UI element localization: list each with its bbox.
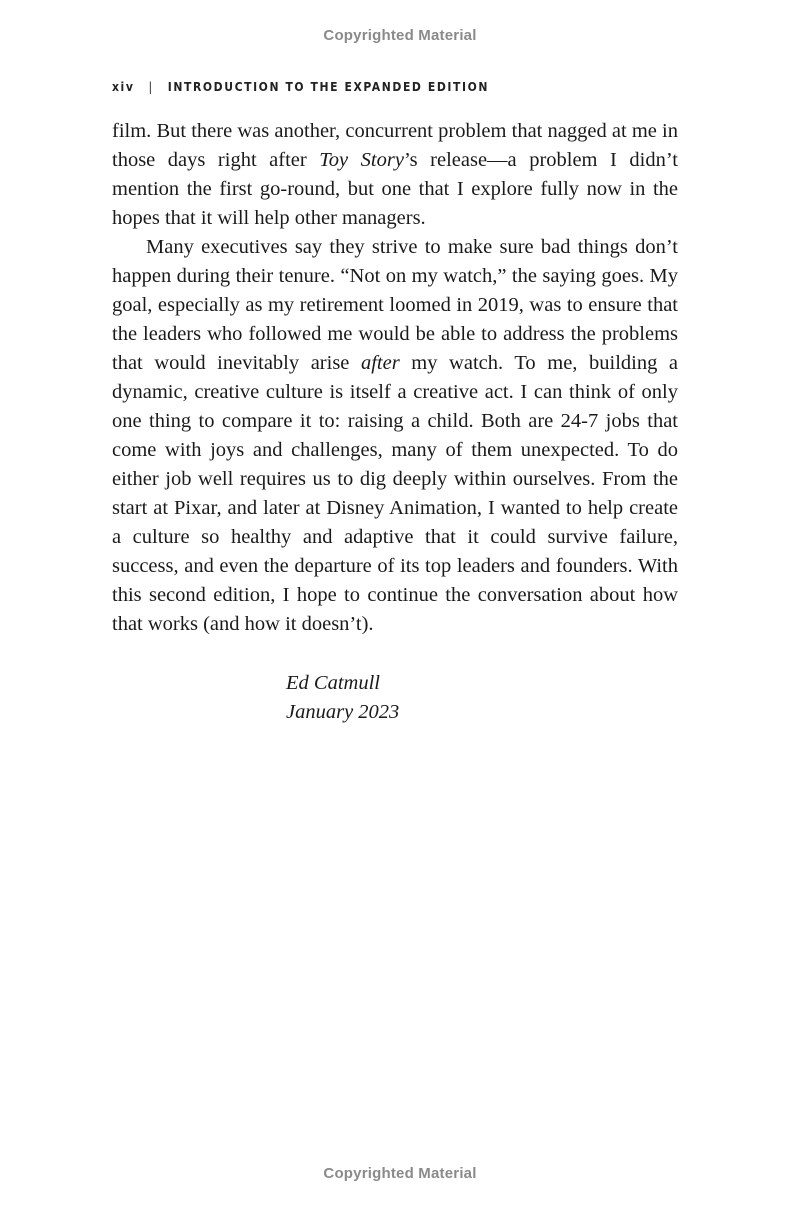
body-text	[112, 117, 678, 639]
paragraph-2	[112, 233, 678, 639]
emphasis-italic: after	[360, 352, 400, 374]
running-head	[112, 80, 489, 94]
paragraph-1	[112, 117, 678, 233]
book-title-italic: Toy Story	[319, 149, 404, 171]
copyright-watermark-bottom: Copyrighted Material	[323, 1165, 477, 1182]
signature-date: January 2023	[286, 701, 400, 723]
running-head-separator: |	[148, 80, 154, 94]
author-name: Ed Catmull	[286, 672, 380, 694]
paragraph-1-text-a: film. But there was another, concurrent problem that nagged at me in those days right after	[112, 120, 678, 171]
copyright-watermark-top: Copyrighted Material	[323, 27, 477, 44]
chapter-title: INTRODUCTION TO THE EXPANDED EDITION	[167, 80, 489, 94]
paragraph-2-text-b: my watch. To me, building a dynamic, creative culture is itself a creative act. I can think of only one thing to compare it to: raising a child. Both are 24-7 jobs that come with joys and challenges, many of them unexpected. To do either job well requires us to dig deeply within ourselves. From the start at Pixar, and later at Disney Animation, I wanted to help create a culture so healthy and adaptive that it could survive failure, success, and even the departure of its top leaders and founders. With this second edition, I hope to continue the conversation about how that works (and how it doesn’t).	[112, 352, 679, 635]
paragraph-2-text-a: Many executives say they strive to make sure bad things don’t happen during their tenure. “Not on my watch,” the saying goes. My goal, especially as my retirement loomed in 2019, was to ensure that the leaders who followed me would be able to address the problems that would inevitably arise	[112, 236, 678, 374]
signature-block	[286, 669, 399, 727]
paragraph-1-text-b: ’s release—a problem I didn’t mention the first go-round, but one that I explore fully now in the hopes that it will help other managers.	[112, 149, 679, 229]
page-number: xiv	[112, 80, 135, 94]
